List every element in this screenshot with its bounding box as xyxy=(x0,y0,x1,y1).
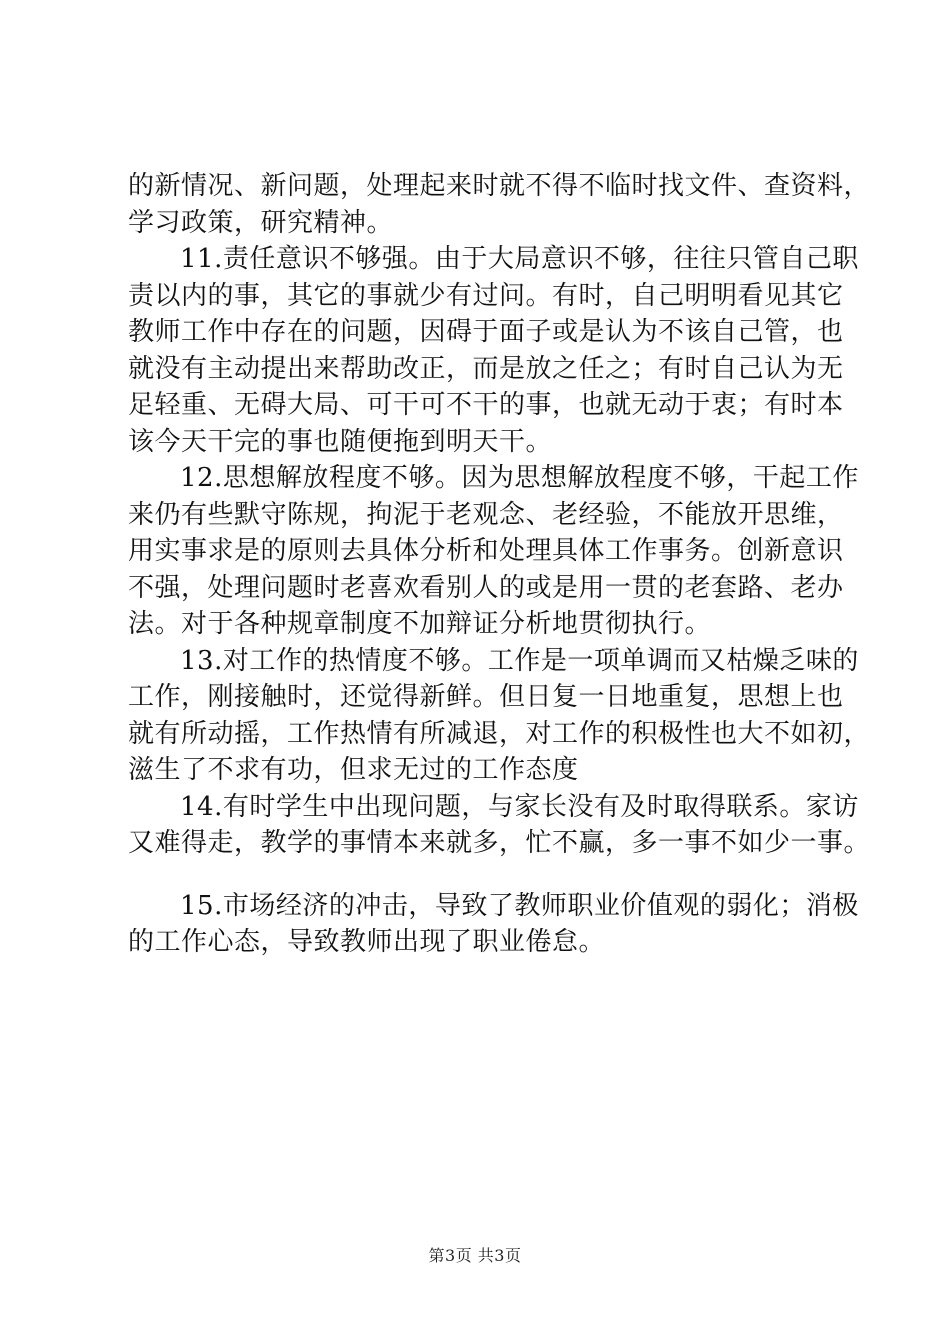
paragraph-item-14 xyxy=(128,789,871,862)
text-line: 教师工作中存在的问题，因碍于面子或是认为不该自己管，也 xyxy=(128,317,844,347)
text-line: 14.有时学生中出现问题，与家长没有及时取得联系。家访 xyxy=(180,791,859,822)
text-line: 滋生了不求有功，但求无过的工作态度 xyxy=(128,755,579,785)
paragraph-item-15 xyxy=(128,888,859,961)
text-line: 足轻重、无碍大局、可干可不干的事，也就无动于衷；有时本 xyxy=(128,390,844,420)
text-line: 就没有主动提出来帮助改正，而是放之任之；有时自己认为无 xyxy=(128,353,844,384)
text-line: 法。对于各种规章制度不加辩证分析地贯彻执行。 xyxy=(128,609,712,639)
text-line: 12.思想解放程度不够。因为思想解放程度不够，干起工作 xyxy=(180,463,859,493)
paragraph-gap xyxy=(128,862,840,888)
paragraph-continuation xyxy=(128,168,871,241)
text-line: 学习政策，研究精神。 xyxy=(128,207,394,238)
text-line: 就有所动摇，工作热情有所减退，对工作的积极性也大不如初， xyxy=(128,718,871,749)
text-line: 13.对工作的热情度不够。工作是一项单调而又枯燥乏味的 xyxy=(180,645,859,676)
text-line: 来仍有些默守陈规，拘泥于老观念、老经验，不能放开思维， xyxy=(128,499,844,530)
text-line: 不强，处理问题时老喜欢看别人的或是用一贯的老套路、老办 xyxy=(128,572,844,603)
paragraph-item-11 xyxy=(128,241,859,460)
text-line: 用实事求是的原则去具体分析和处理具体工作事务。创新意识 xyxy=(128,536,844,566)
text-line: 11.责任意识不够强。由于大局意识不够，往往只管自己职 xyxy=(180,244,859,274)
text-line: 又难得走，教学的事情本来就多，忙不赢，多一事不如少一事。 xyxy=(128,828,871,858)
paragraph-item-12 xyxy=(128,460,859,643)
text-line: 15.市场经济的冲击，导致了教师职业价值观的弱化；消极 xyxy=(180,890,859,921)
paragraph-item-13 xyxy=(128,643,871,789)
document-body xyxy=(128,168,871,961)
text-line: 工作，刚接触时，还觉得新鲜。但日复一日地重复，思想上也 xyxy=(128,682,844,712)
text-line: 责以内的事，其它的事就少有过问。有时，自己明明看见其它 xyxy=(128,280,844,311)
text-line: 的新情况、新问题，处理起来时就不得不临时找文件、查资料， xyxy=(128,171,871,201)
page-number-footer: 第3页 共3页 xyxy=(428,1246,522,1265)
text-line: 的工作心态，导致教师出现了职业倦怠。 xyxy=(128,927,606,957)
text-line: 该今天干完的事也随便拖到明天干。 xyxy=(128,426,553,457)
